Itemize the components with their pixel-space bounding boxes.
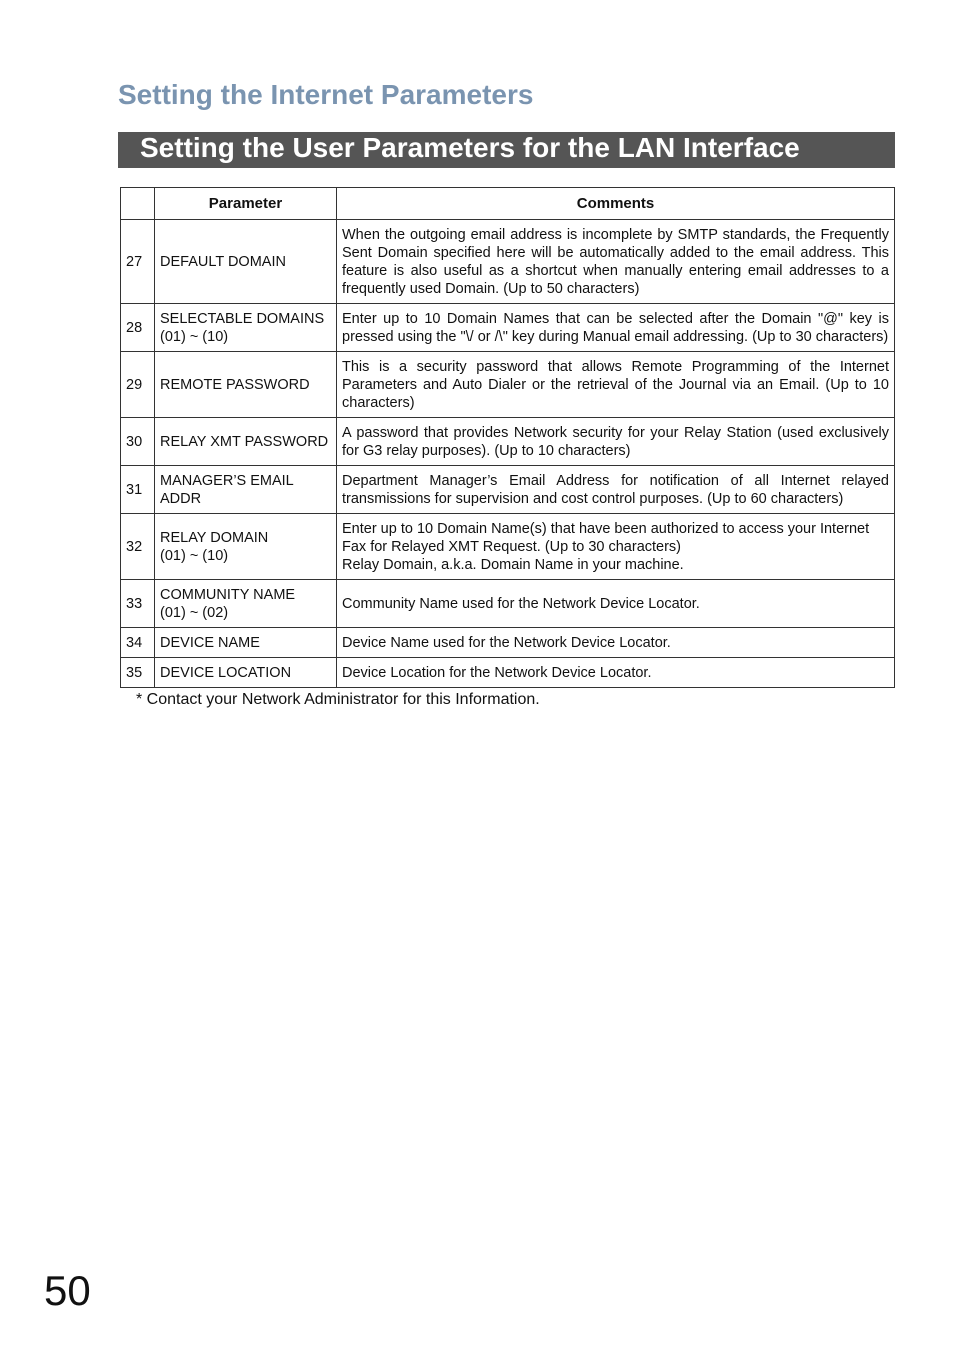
table-row <box>121 514 895 580</box>
parameter-line: SELECTABLE DOMAINS <box>160 310 325 327</box>
row-number: 31 <box>121 466 155 514</box>
parameter-comment <box>337 418 895 466</box>
parameter-name <box>155 628 337 658</box>
row-number: 32 <box>121 514 155 580</box>
row-number: 33 <box>121 580 155 628</box>
parameter-name <box>155 220 337 304</box>
parameter-line: RELAY XMT PASSWORD <box>160 433 329 450</box>
table-row <box>121 658 895 688</box>
parameter-line: COMMUNITY NAME <box>160 586 296 603</box>
parameter-comment <box>337 628 895 658</box>
row-number: 28 <box>121 304 155 352</box>
parameter-name <box>155 466 337 514</box>
parameter-name <box>155 514 337 580</box>
comment-line: Device Name used for the Network Device Locator. <box>342 634 671 651</box>
page-banner <box>118 132 895 168</box>
page-number: 50 <box>44 1267 91 1314</box>
comment-line: Enter up to 10 Domain Name(s) that have been authorized to access your Internet Fax for Relayed XMT Request. (Up to 30 characters) <box>342 520 870 555</box>
table-row <box>121 220 895 304</box>
row-number: 30 <box>121 418 155 466</box>
parameter-line: (01) ~ (10) <box>160 328 229 345</box>
parameter-line: (01) ~ (10) <box>160 547 229 564</box>
comment-line: Community Name used for the Network Device Locator. <box>342 595 700 612</box>
section-title: Setting the Internet Parameters <box>118 79 534 110</box>
column-header-comments: Comments <box>337 188 895 220</box>
row-number: 34 <box>121 628 155 658</box>
parameter-line: DEFAULT DOMAIN <box>160 253 286 270</box>
parameter-line: RELAY DOMAIN <box>160 529 269 546</box>
comment-line: Enter up to 10 Domain Names that can be selected after the Domain "@" key is pressed using the "\/ or /\" key during Manual email addressing. (Up to 30 characters) <box>342 310 889 345</box>
parameter-comment <box>337 352 895 418</box>
table-header-row <box>121 188 895 220</box>
parameter-comment <box>337 658 895 688</box>
parameters-table <box>120 187 895 688</box>
parameter-line: MANAGER’S EMAIL <box>160 472 294 489</box>
parameter-line: ADDR <box>160 490 202 507</box>
parameter-comment <box>337 466 895 514</box>
parameter-line: DEVICE NAME <box>160 634 260 651</box>
parameter-comment <box>337 580 895 628</box>
parameter-comment <box>337 304 895 352</box>
parameter-line: DEVICE LOCATION <box>160 664 292 681</box>
table-row <box>121 580 895 628</box>
parameter-name <box>155 580 337 628</box>
table-row <box>121 304 895 352</box>
banner-title: Setting the User Parameters for the LAN Interface <box>140 132 800 163</box>
column-header-number <box>121 188 155 220</box>
parameter-line: (01) ~ (02) <box>160 604 229 621</box>
row-number: 35 <box>121 658 155 688</box>
table-row <box>121 628 895 658</box>
parameter-name <box>155 352 337 418</box>
table-row <box>121 352 895 418</box>
comment-line: Device Location for the Network Device Locator. <box>342 664 652 681</box>
parameter-name <box>155 658 337 688</box>
comment-line: Relay Domain, a.k.a. Domain Name in your machine. <box>342 556 684 573</box>
parameter-comment <box>337 514 895 580</box>
parameter-comment <box>337 220 895 304</box>
table-row <box>121 466 895 514</box>
table-row <box>121 418 895 466</box>
parameter-name <box>155 304 337 352</box>
comment-line: When the outgoing email address is incomplete by SMTP standards, the Frequently Sent Domain specified here will be automatically added to the email address. This feature is also useful as a shortcut when manually entering email addresses to a frequently used Domain. (Up to 50 characters) <box>342 226 889 297</box>
comment-line: Department Manager’s Email Address for notification of all Internet relayed transmissions for supervision and cost control purposes. (Up to 60 characters) <box>342 472 889 507</box>
comment-line: A password that provides Network security for your Relay Station (used exclusively for G3 relay purposes). (Up to 10 characters) <box>342 424 889 459</box>
row-number: 27 <box>121 220 155 304</box>
footnote: * Contact your Network Administrator for this Information. <box>136 691 540 708</box>
comment-line: This is a security password that allows Remote Programming of the Internet Parameters and Auto Dialer or the retrieval of the Journal via an Email. (Up to 10 characters) <box>342 358 889 411</box>
row-number: 29 <box>121 352 155 418</box>
parameter-name <box>155 418 337 466</box>
parameter-line: REMOTE PASSWORD <box>160 376 310 393</box>
column-header-parameter: Parameter <box>155 188 337 220</box>
